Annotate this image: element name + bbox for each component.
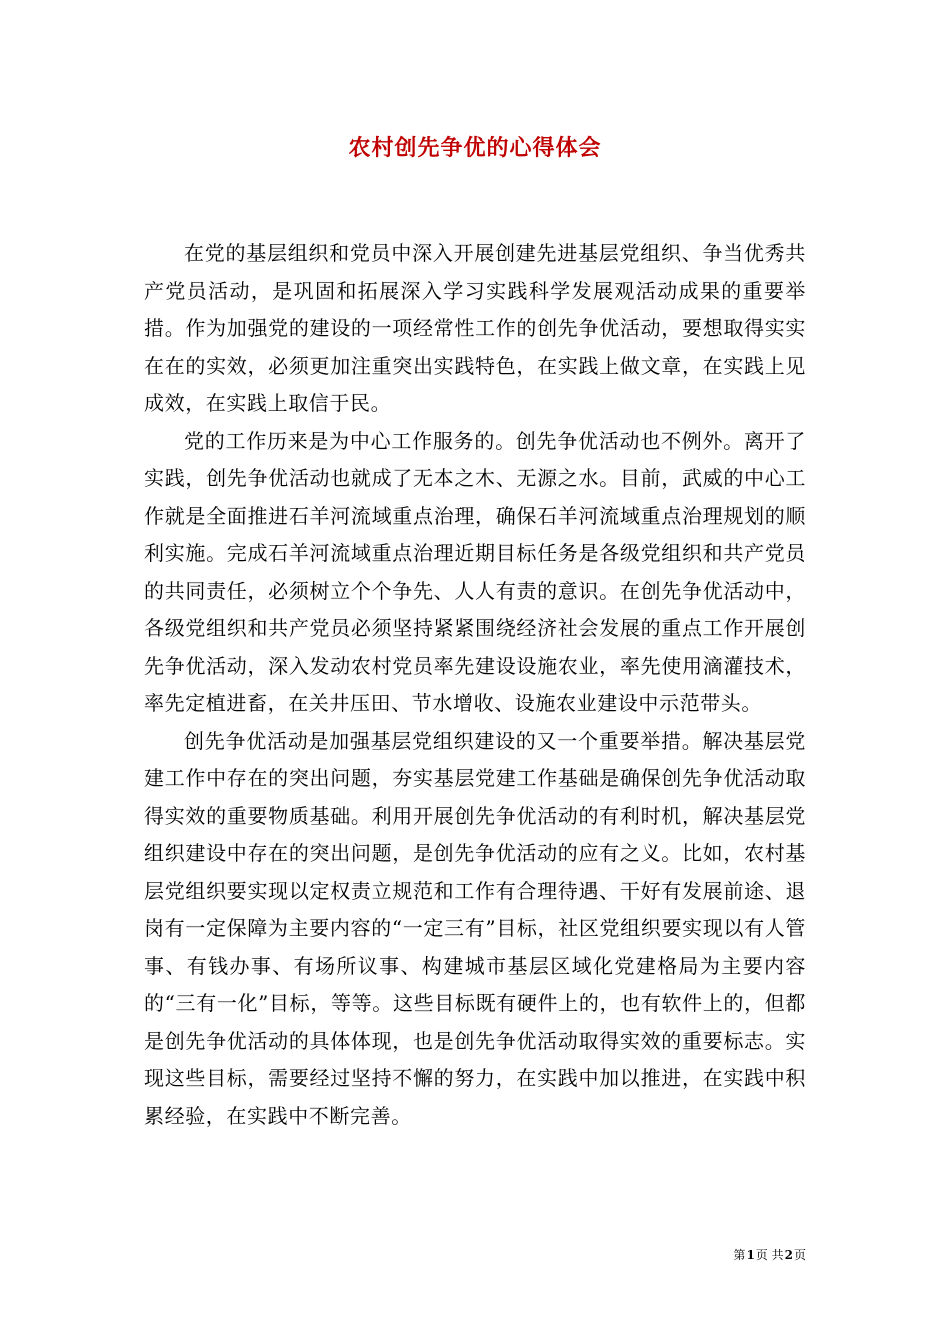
footer-suffix: 页 <box>793 1248 806 1262</box>
paragraph-2: 党的工作历来是为中心工作服务的。创先争优活动也不例外。离开了实践，创先争优活动也就成了无本之木、无源之水。目前，武威的中心工作就是全面推进石羊河流域重点治理，确保石羊河流域重点治理规划的顺利实施。完成石羊河流域重点治理近期目标任务是各级党组织和共产党员的共同责任，必须树立个个争先、人人有责的意识。在创先争优活动中，各级党组织和共产党员必须坚持紧紧围绕经济社会发展的重点工作开展创先争优活动，深入发动农村党员率先建设设施农业，率先使用滴灌技术，率先定植进畜，在关井压田、节水增收、设施农业建设中示范带头。 <box>144 428 806 715</box>
footer-prefix: 第 <box>733 1248 746 1262</box>
page-number-footer <box>733 1247 806 1263</box>
document-body <box>144 235 806 1135</box>
footer-middle: 页 共 <box>755 1248 784 1262</box>
document-title: 农村创先争优的心得体会 <box>348 135 602 161</box>
footer-total-pages: 2 <box>784 1248 793 1262</box>
footer-current-page: 1 <box>746 1248 755 1262</box>
paragraph-1: 在党的基层组织和党员中深入开展创建先进基层党组织、争当优秀共产党员活动，是巩固和拓展深入学习实践科学发展观活动成果的重要举措。作为加强党的建设的一项经常性工作的创先争优活动，要想取得实实在在的实效，必须更加注重突出实践特色，在实践上做文章，在实践上见成效，在实践上取信于民。 <box>144 241 806 415</box>
paragraph-3: 创先争优活动是加强基层党组织建设的又一个重要举措。解决基层党建工作中存在的突出问题，夯实基层党建工作基础是确保创先争优活动取得实效的重要物质基础。利用开展创先争优活动的有利时机，解决基层党组织建设中存在的突出问题，是创先争优活动的应有之义。比如，农村基层党组织要实现以定权责立规范和工作有合理待遇、干好有发展前途、退岗有一定保障为主要内容的“一定三有”目标，社区党组织要实现以有人管事、有钱办事、有场所议事、构建城市基层区域化党建格局为主要内容的“三有一化”目标，等等。这些目标既有硬件上的，也有软件上的，但都是创先争优活动的具体体现，也是创先争优活动取得实效的重要标志。实现这些目标，需要经过坚持不懈的努力，在实践中加以推进，在实践中积累经验，在实践中不断完善。 <box>144 728 806 1128</box>
